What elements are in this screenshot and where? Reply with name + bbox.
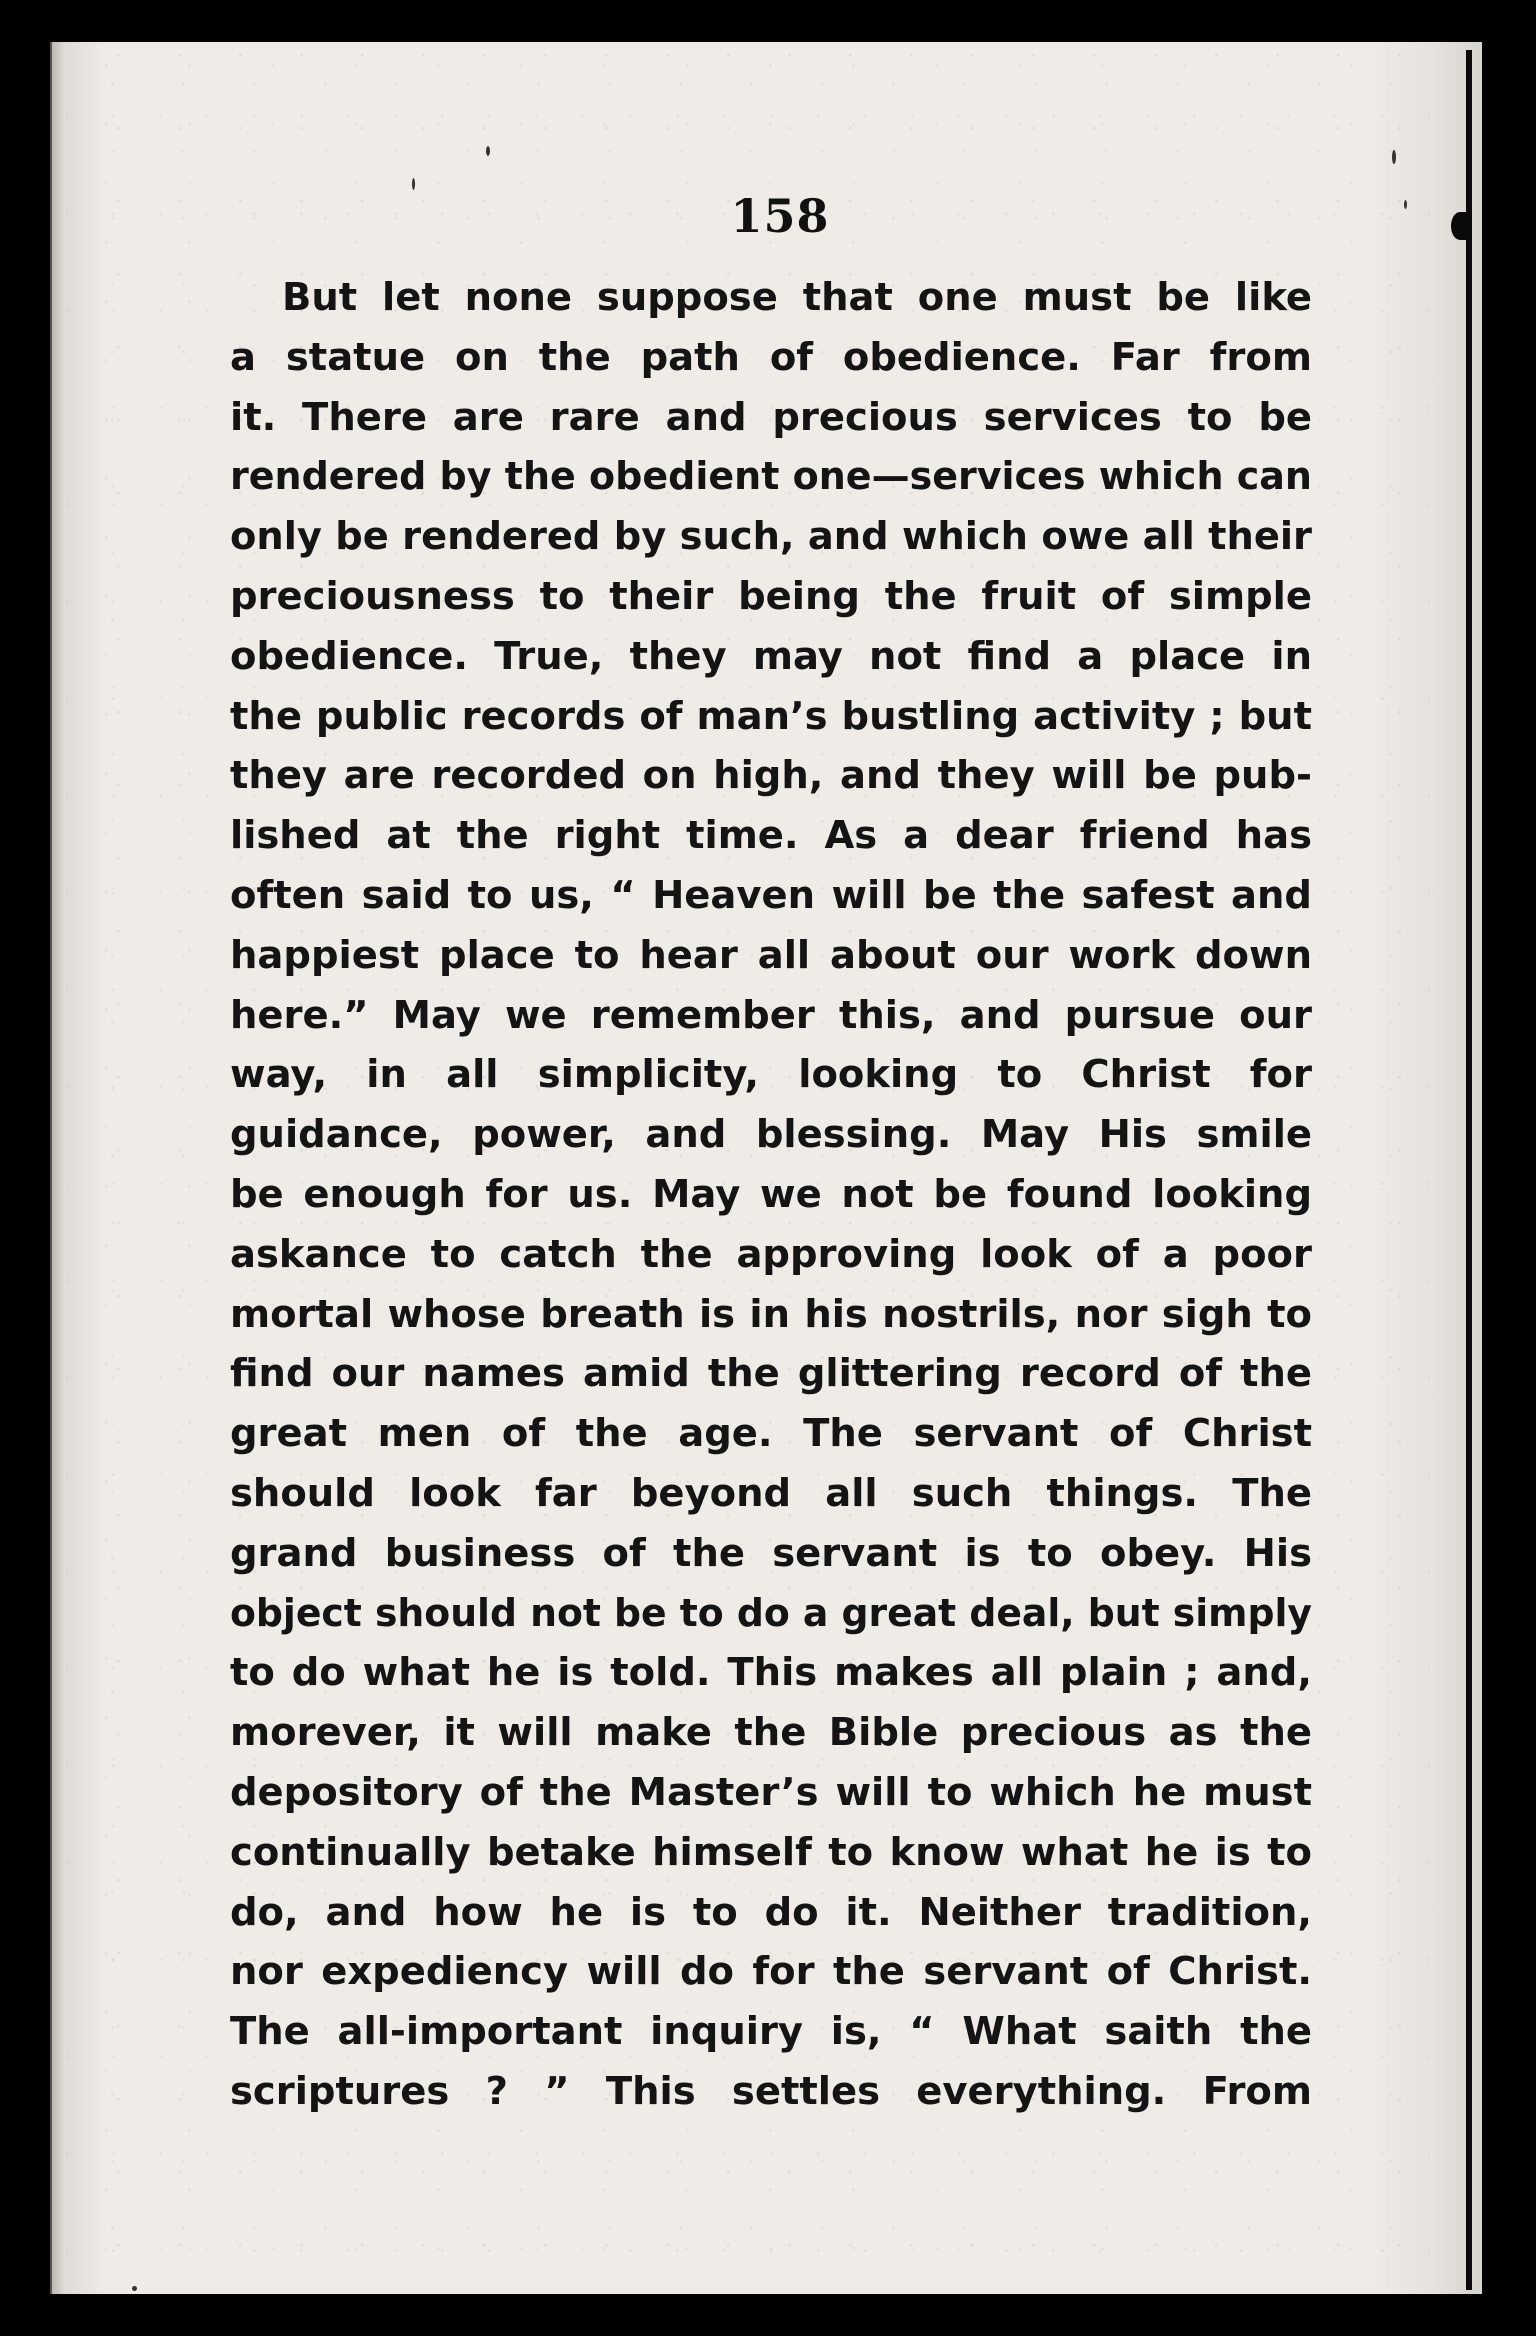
text-line: scriptures ? ” This settles everything. From (230, 2068, 1312, 2114)
binding-gutter (1430, 42, 1482, 2294)
text-line: find our names amid the glittering record of the (230, 1351, 1312, 1397)
text-line: a statue on the path of obedience. Far from (230, 334, 1312, 380)
paper-speck (132, 2286, 137, 2291)
text-line: should look far beyond all such things. The (230, 1470, 1312, 1516)
text-line: askance to catch the approving look of a poor (230, 1231, 1312, 1277)
text-line: mortal whose breath is in his nostrils, nor sigh to (230, 1291, 1312, 1337)
text-line: happiest place to hear all about our work down (230, 932, 1312, 978)
text-line: continually betake himself to know what he is to (230, 1829, 1312, 1875)
text-line: to do what he is told. This makes all plain ; and, (230, 1650, 1312, 1696)
text-line: obedience. True, they may not find a place in (230, 633, 1312, 679)
text-line: only be rendered by such, and which owe all their (230, 514, 1312, 560)
text-line: often said to us, “ Heaven will be the safest and (230, 872, 1312, 918)
paper-speck (486, 146, 490, 156)
paper-speck (1392, 150, 1396, 164)
text-line: rendered by the obedient one—services which can (230, 454, 1312, 500)
page-left-edge (50, 42, 66, 2294)
paper-speck (412, 178, 415, 190)
paper-speck (1404, 200, 1407, 209)
text-line: morever, it will make the Bible precious as the (230, 1710, 1312, 1756)
text-line: here.” May we remember this, and pursue our (230, 992, 1312, 1038)
text-line: the public records of man’s bustling activity ; but (230, 693, 1312, 739)
text-line: it. There are rare and precious services to be (230, 394, 1312, 440)
text-line: But let none suppose that one must be like (282, 275, 1312, 320)
text-line: depository of the Master’s will to which he must (230, 1769, 1312, 1815)
text-line: be enough for us. May we not be found looking (230, 1171, 1312, 1217)
text-line: preciousness to their being the fruit of simple (230, 573, 1312, 619)
text-line: object should not be to do a great deal, but simply (230, 1590, 1312, 1636)
text-line: nor expediency will do for the servant of Christ. (230, 1949, 1312, 1995)
text-line: guidance, power, and blessing. May His smile (230, 1112, 1312, 1158)
body-text (230, 268, 1312, 2122)
text-line: lished at the right time. As a dear friend has (230, 813, 1312, 859)
page-number: 158 (730, 189, 830, 243)
text-line: do, and how he is to do it. Neither tradition, (230, 1889, 1312, 1935)
text-line: grand business of the servant is to obey. His (230, 1530, 1312, 1576)
text-line: way, in all simplicity, looking to Christ for (230, 1052, 1312, 1098)
text-line: they are recorded on high, and they will be pub- (230, 753, 1312, 799)
binding-edge-line (1466, 50, 1472, 2290)
text-line: The all-important inquiry is, “ What saith the (230, 2009, 1312, 2055)
text-line: great men of the age. The servant of Christ (230, 1411, 1312, 1457)
